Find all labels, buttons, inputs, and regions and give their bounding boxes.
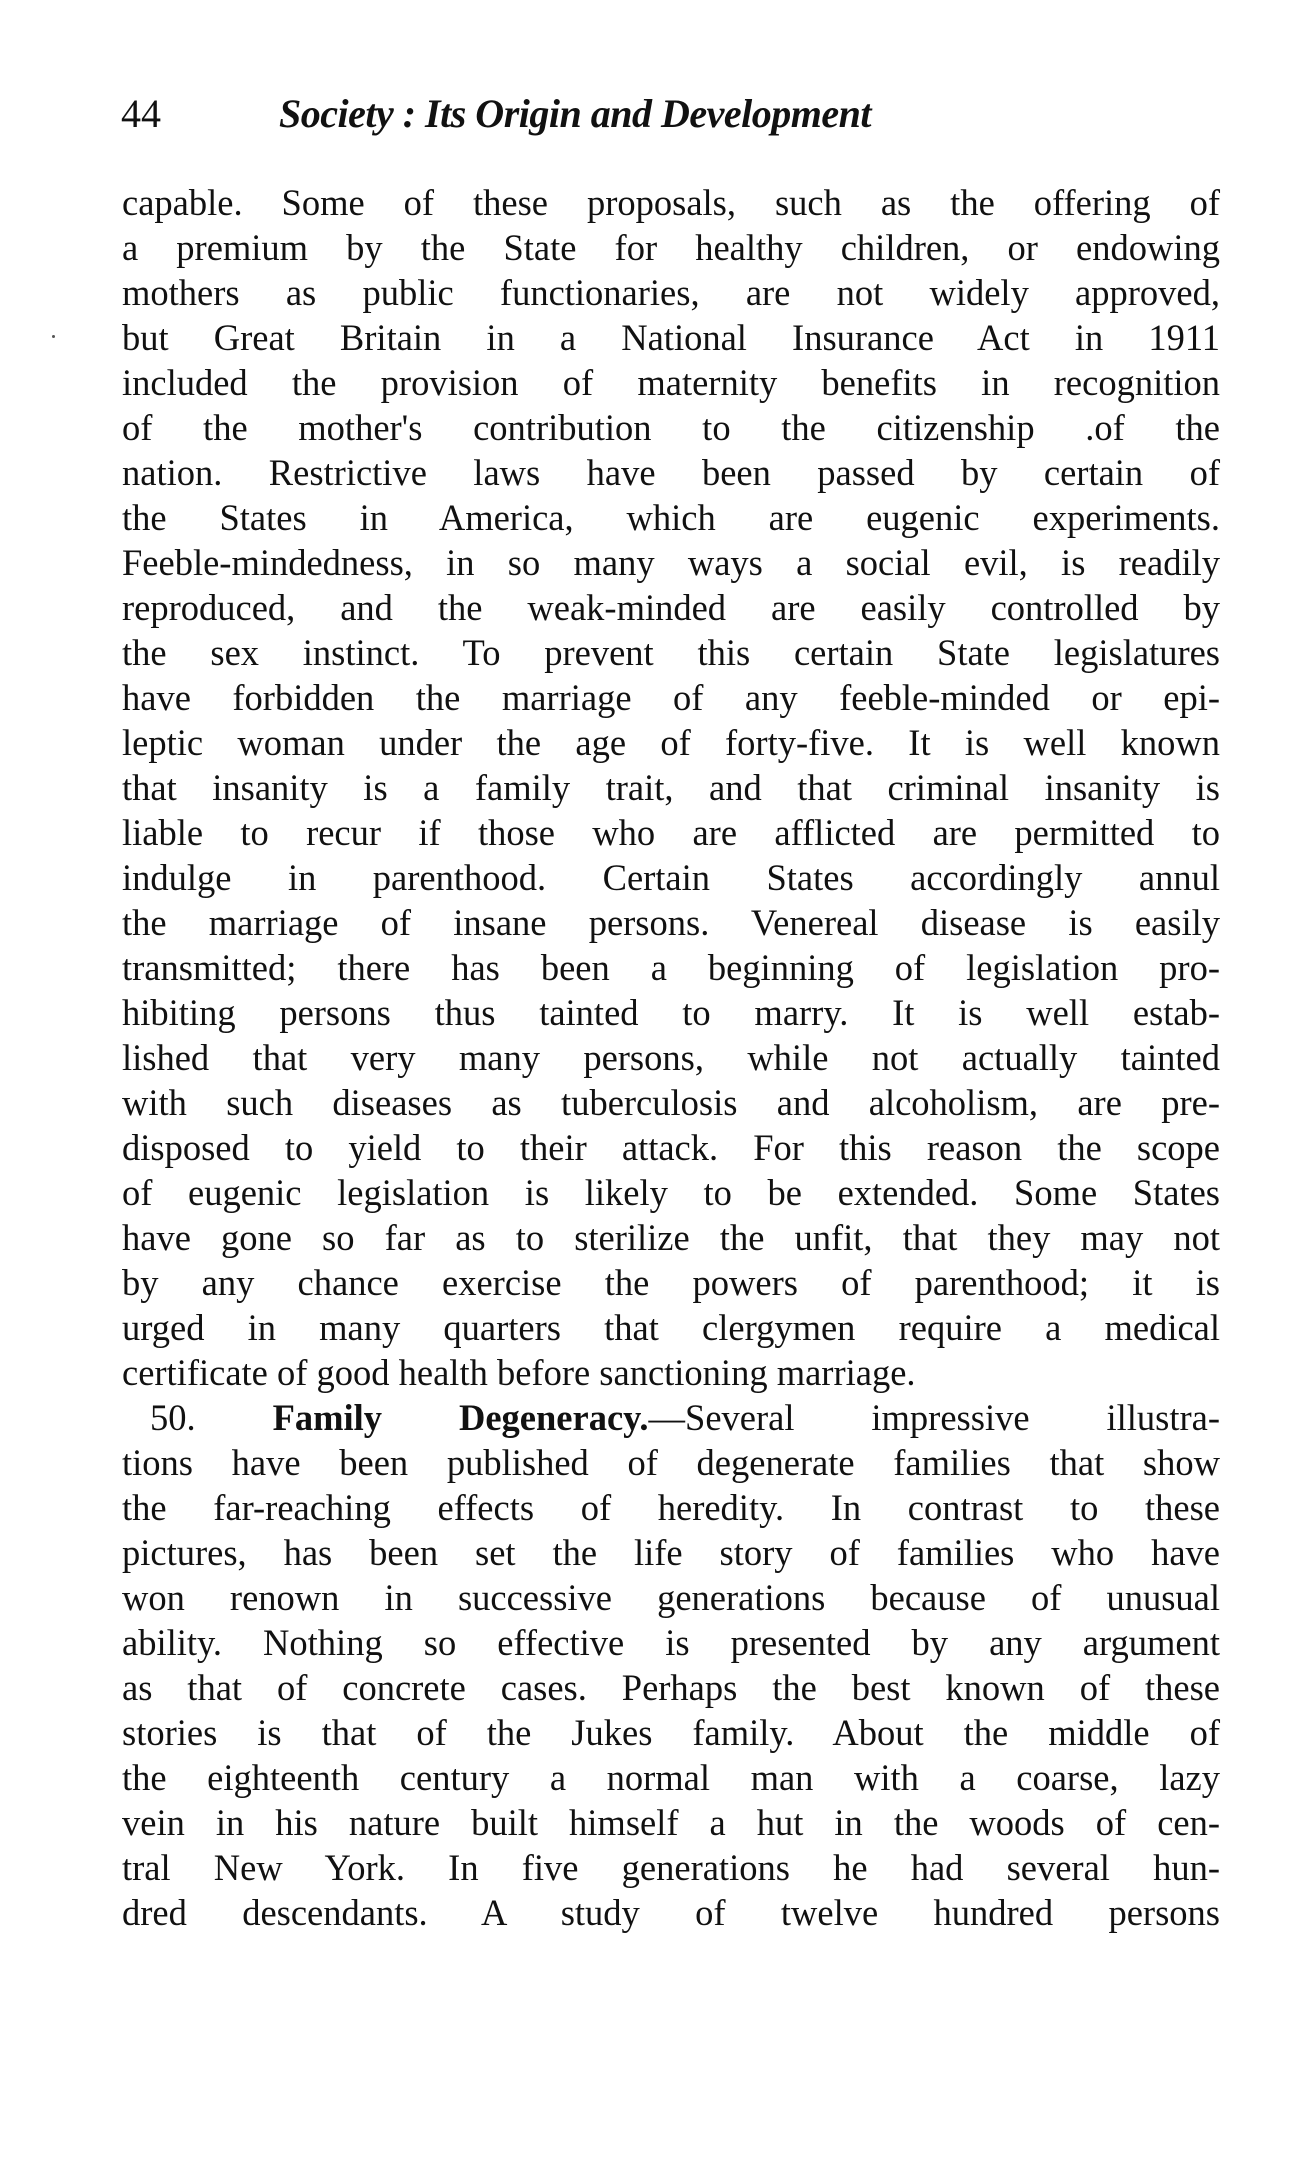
text-line: but Great Britain in a National Insurance Act in 1911: [122, 317, 1220, 358]
text-line: by any chance exercise the powers of parenthood; it is: [122, 1262, 1220, 1303]
section-first-line-text: —Several impressive illustra-: [648, 1397, 1220, 1438]
text-line: mothers as public functionaries, are not widely approved,: [122, 272, 1220, 313]
text-line: vein in his nature built himself a hut in the woods of cen-: [122, 1802, 1220, 1843]
text-line: tions have been published of degenerate families that show: [122, 1442, 1220, 1483]
text-line: have forbidden the marriage of any feeble-minded or epi-: [122, 677, 1220, 718]
text-line: Feeble-mindedness, in so many ways a social evil, is readily: [122, 542, 1220, 583]
page-number: 44: [121, 91, 161, 136]
text-line: the eighteenth century a normal man with a coarse, lazy: [122, 1757, 1220, 1798]
section-number: 50.: [150, 1397, 273, 1438]
text-line: a premium by the State for healthy children, or endowing: [122, 227, 1220, 268]
text-line: tral New York. In five generations he had several hun-: [122, 1847, 1220, 1888]
text-line: urged in many quarters that clergymen require a medical: [122, 1307, 1220, 1348]
text-line: pictures, has been set the life story of families who have: [122, 1532, 1220, 1573]
text-line: liable to recur if those who are afflicted are permitted to: [122, 812, 1220, 853]
text-line: included the provision of maternity benefits in recognition: [122, 362, 1220, 403]
text-line: ability. Nothing so effective is presented by any argument: [122, 1622, 1220, 1663]
text-line: of eugenic legislation is likely to be extended. Some States: [122, 1172, 1220, 1213]
section-heading: Family Degeneracy.: [272, 1397, 649, 1438]
text-line: indulge in parenthood. Certain States accordingly annul: [122, 857, 1220, 898]
text-line: leptic woman under the age of forty-five. It is well known: [122, 722, 1220, 763]
section-first-line: [122, 1395, 1220, 1440]
text-line: won renown in successive generations because of unusual: [122, 1577, 1220, 1618]
text-line: as that of concrete cases. Perhaps the best known of these: [122, 1667, 1220, 1708]
text-line: the far-reaching effects of heredity. In contrast to these: [122, 1487, 1220, 1528]
text-line: that insanity is a family trait, and that criminal insanity is: [122, 767, 1220, 808]
running-title: Society : Its Origin and Development: [279, 91, 871, 136]
body-text: [122, 180, 1220, 1935]
text-line: have gone so far as to sterilize the unfit, that they may not: [122, 1217, 1220, 1258]
text-line: certificate of good health before sanctioning marriage.: [122, 1352, 916, 1393]
paragraph-continued: [122, 180, 1220, 1395]
running-header: [121, 86, 1221, 142]
text-line: the sex instinct. To prevent this certain State legislatures: [122, 632, 1220, 673]
text-line: reproduced, and the weak-minded are easily controlled by: [122, 587, 1220, 628]
paragraph-family-degeneracy: [122, 1395, 1220, 1935]
text-line: stories is that of the Jukes family. About the middle of: [122, 1712, 1220, 1753]
text-line: dred descendants. A study of twelve hundred persons: [122, 1892, 1220, 1933]
text-line: disposed to yield to their attack. For this reason the scope: [122, 1127, 1220, 1168]
scan-speck: [52, 335, 55, 338]
text-line: nation. Restrictive laws have been passed by certain of: [122, 452, 1220, 493]
text-line: transmitted; there has been a beginning of legislation pro-: [122, 947, 1220, 988]
text-line: the States in America, which are eugenic experiments.: [122, 497, 1220, 538]
text-line: the marriage of insane persons. Venereal disease is easily: [122, 902, 1220, 943]
text-line: lished that very many persons, while not actually tainted: [122, 1037, 1220, 1078]
text-line: of the mother's contribution to the citizenship .of the: [122, 407, 1220, 448]
text-line: with such diseases as tuberculosis and alcoholism, are pre-: [122, 1082, 1220, 1123]
text-line: hibiting persons thus tainted to marry. It is well estab-: [122, 992, 1220, 1033]
text-line: capable. Some of these proposals, such as the offering of: [122, 182, 1220, 223]
